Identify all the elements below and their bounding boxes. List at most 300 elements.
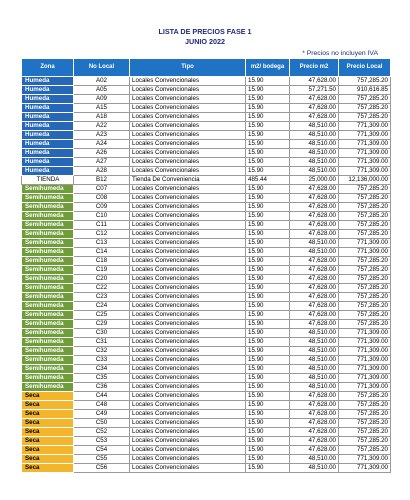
price-local-cell: 771,309.00 [339,167,391,176]
price-per-m2-cell: 47,628.00 [290,293,339,302]
price-per-m2-cell: 48,510.00 [290,356,339,365]
table-row [22,248,391,257]
price-local-cell: 12,136,000.00 [339,176,391,185]
iva-note: * Precios no incluyen IVA [302,50,378,57]
local-number-cell: C22 [74,284,130,293]
price-local-cell: 757,285.20 [339,113,391,122]
tipo-cell: Locales Convencionales [130,311,246,320]
price-per-m2-cell: 48,510.00 [290,131,339,140]
local-number-cell: C11 [74,221,130,230]
document-subtitle: JUNIO 2022 [185,37,225,46]
m2-cell: 15.90 [246,86,290,95]
tipo-cell: Locales Convencionales [130,248,246,257]
table-row [22,410,391,419]
tipo-cell: Locales Convencionales [130,284,246,293]
local-number-cell: C30 [74,329,130,338]
zona-cell: Seca [22,455,74,464]
tipo-cell: Locales Convencionales [130,203,246,212]
price-local-cell: 771,309.00 [339,131,391,140]
table-row [22,86,391,95]
price-per-m2-cell: 47,628.00 [290,203,339,212]
price-local-cell: 771,309.00 [339,455,391,464]
zona-cell: Humeda [22,140,74,149]
m2-cell: 15.90 [246,275,290,284]
price-per-m2-cell: 48,510.00 [290,365,339,374]
price-local-cell: 771,309.00 [339,356,391,365]
table-row [22,329,391,338]
price-local-cell: 757,285.20 [339,284,391,293]
local-number-cell: C56 [74,464,130,473]
zona-cell: Seca [22,446,74,455]
price-per-m2-cell: 47,628.00 [290,419,339,428]
table-row [22,212,391,221]
table-row [22,455,391,464]
price-per-m2-cell: 48,510.00 [290,347,339,356]
tipo-cell: Locales Convencionales [130,212,246,221]
zona-cell: Humeda [22,113,74,122]
price-per-m2-cell: 47,628.00 [290,401,339,410]
table-row [22,401,391,410]
local-number-cell: A28 [74,167,130,176]
m2-cell: 15.90 [246,329,290,338]
m2-cell: 15.90 [246,104,290,113]
table-row [22,131,391,140]
price-local-cell: 757,285.20 [339,293,391,302]
price-local-cell: 757,285.20 [339,104,391,113]
document-title: LISTA DE PRECIOS FASE 1 [158,27,252,36]
zona-cell: Seca [22,410,74,419]
price-per-m2-cell: 47,628.00 [290,428,339,437]
price-per-m2-cell: 47,628.00 [290,266,339,275]
zona-cell: Semihumeda [22,275,74,284]
tipo-cell: Locales Convencionales [130,347,246,356]
local-number-cell: A05 [74,86,130,95]
local-number-cell: B12 [74,176,130,185]
zona-cell: Semihumeda [22,212,74,221]
tipo-cell: Locales Convencionales [130,356,246,365]
table-row [22,194,391,203]
zona-cell: Semihumeda [22,284,74,293]
price-per-m2-cell: 47,628.00 [290,437,339,446]
tipo-cell: Locales Convencionales [130,95,246,104]
price-local-cell: 757,285.20 [339,77,391,86]
price-per-m2-cell: 48,510.00 [290,239,339,248]
table-row [22,419,391,428]
m2-cell: 15.90 [246,284,290,293]
price-per-m2-cell: 47,628.00 [290,275,339,284]
tipo-cell: Locales Convencionales [130,158,246,167]
zona-cell: Semihumeda [22,311,74,320]
price-local-cell: 771,309.00 [339,158,391,167]
m2-cell: 15.90 [246,194,290,203]
zona-cell: Seca [22,419,74,428]
table-row [22,230,391,239]
zona-cell: Humeda [22,77,74,86]
tipo-cell: Locales Convencionales [130,194,246,203]
table-row [22,437,391,446]
price-local-cell: 771,309.00 [339,365,391,374]
zona-cell: Semihumeda [22,329,74,338]
local-number-cell: A27 [74,158,130,167]
column-header-precio-m2: Precio m2 [290,59,339,77]
price-per-m2-cell: 48,510.00 [290,455,339,464]
tipo-cell: Locales Convencionales [130,86,246,95]
tipo-cell: Locales Convencionales [130,428,246,437]
m2-cell: 15.90 [246,131,290,140]
tipo-cell: Locales Convencionales [130,113,246,122]
m2-cell: 15.90 [246,212,290,221]
local-number-cell: C52 [74,428,130,437]
price-local-cell: 757,285.20 [339,95,391,104]
local-number-cell: C14 [74,248,130,257]
zona-cell: Semihumeda [22,365,74,374]
price-per-m2-cell: 48,510.00 [290,464,339,473]
price-local-cell: 757,285.20 [339,410,391,419]
local-number-cell: C36 [74,383,130,392]
price-per-m2-cell: 47,628.00 [290,221,339,230]
tipo-cell: Locales Convencionales [130,383,246,392]
local-number-cell: C49 [74,410,130,419]
zona-cell: Humeda [22,104,74,113]
price-per-m2-cell: 47,628.00 [290,446,339,455]
table-row [22,365,391,374]
zona-cell: Seca [22,401,74,410]
local-number-cell: C33 [74,356,130,365]
m2-cell: 15.90 [246,185,290,194]
price-per-m2-cell: 48,510.00 [290,167,339,176]
local-number-cell: A02 [74,77,130,86]
price-per-m2-cell: 47,628.00 [290,95,339,104]
local-number-cell: C53 [74,437,130,446]
m2-cell: 15.90 [246,113,290,122]
zona-cell: Semihumeda [22,338,74,347]
m2-cell: 15.90 [246,203,290,212]
price-local-cell: 757,285.20 [339,437,391,446]
price-local-cell: 771,309.00 [339,329,391,338]
table-row [22,446,391,455]
tipo-cell: Locales Convencionales [130,302,246,311]
tipo-cell: Locales Convencionales [130,266,246,275]
m2-cell: 15.90 [246,365,290,374]
m2-cell: 15.90 [246,464,290,473]
zona-cell: Humeda [22,149,74,158]
m2-cell: 15.90 [246,122,290,131]
zona-cell: Humeda [22,86,74,95]
price-per-m2-cell: 48,510.00 [290,383,339,392]
tipo-cell: Locales Convencionales [130,122,246,131]
local-number-cell: C09 [74,203,130,212]
price-local-cell: 757,285.20 [339,401,391,410]
m2-cell: 15.90 [246,419,290,428]
local-number-cell: A26 [74,149,130,158]
local-number-cell: C55 [74,455,130,464]
price-local-cell: 757,285.20 [339,320,391,329]
tipo-cell: Locales Convencionales [130,464,246,473]
price-per-m2-cell: 47,628.00 [290,185,339,194]
tipo-cell: Locales Convencionales [130,185,246,194]
local-number-cell: C10 [74,212,130,221]
tipo-cell: Locales Convencionales [130,149,246,158]
m2-cell: 15.90 [246,167,290,176]
zona-cell: Semihumeda [22,257,74,266]
price-per-m2-cell: 48,510.00 [290,149,339,158]
m2-cell: 15.90 [246,149,290,158]
m2-cell: 15.90 [246,248,290,257]
tipo-cell: Locales Convencionales [130,104,246,113]
m2-cell: 15.90 [246,266,290,275]
zona-cell: Seca [22,428,74,437]
price-local-cell: 757,285.20 [339,311,391,320]
local-number-cell: C48 [74,401,130,410]
table-row [22,167,391,176]
zona-cell: Seca [22,437,74,446]
m2-cell: 15.90 [246,446,290,455]
tipo-cell: Locales Convencionales [130,140,246,149]
local-number-cell: C35 [74,374,130,383]
zona-cell: Semihumeda [22,293,74,302]
local-number-cell: C07 [74,185,130,194]
m2-cell: 15.90 [246,401,290,410]
price-local-cell: 757,285.20 [339,446,391,455]
zona-cell: Humeda [22,158,74,167]
tipo-cell: Locales Convencionales [130,401,246,410]
price-local-cell: 771,309.00 [339,464,391,473]
table-row [22,158,391,167]
price-local-cell: 910,616.85 [339,86,391,95]
tipo-cell: Tienda De Conveniencia [130,176,246,185]
tipo-cell: Locales Convencionales [130,410,246,419]
column-header-zona: Zona [22,59,74,77]
m2-cell: 15.90 [246,410,290,419]
price-per-m2-cell: 47,628.00 [290,77,339,86]
zona-cell: Semihumeda [22,230,74,239]
price-per-m2-cell: 47,628.00 [290,230,339,239]
price-local-cell: 757,285.20 [339,203,391,212]
price-per-m2-cell: 47,628.00 [290,410,339,419]
table-row [22,140,391,149]
m2-cell: 15.90 [246,338,290,347]
zona-cell: Semihumeda [22,248,74,257]
price-local-cell: 771,309.00 [339,140,391,149]
tipo-cell: Locales Convencionales [130,131,246,140]
m2-cell: 15.90 [246,158,290,167]
local-number-cell: A18 [74,113,130,122]
local-number-cell: C12 [74,230,130,239]
price-per-m2-cell: 48,510.00 [290,158,339,167]
zona-cell: Seca [22,464,74,473]
zona-cell: Semihumeda [22,203,74,212]
m2-cell: 15.90 [246,302,290,311]
price-per-m2-cell: 47,628.00 [290,104,339,113]
table-row [22,104,391,113]
m2-cell: 15.90 [246,221,290,230]
local-number-cell: C20 [74,275,130,284]
price-per-m2-cell: 47,628.00 [290,311,339,320]
local-number-cell: C34 [74,365,130,374]
price-per-m2-cell: 48,510.00 [290,140,339,149]
local-number-cell: C31 [74,338,130,347]
m2-cell: 15.90 [246,257,290,266]
price-local-cell: 771,309.00 [339,338,391,347]
m2-cell: 15.90 [246,347,290,356]
price-per-m2-cell: 47,628.00 [290,113,339,122]
m2-cell: 15.90 [246,455,290,464]
price-per-m2-cell: 48,510.00 [290,248,339,257]
zona-cell: Semihumeda [22,221,74,230]
price-local-cell: 771,309.00 [339,239,391,248]
zona-cell: Semihumeda [22,374,74,383]
local-number-cell: C19 [74,266,130,275]
m2-cell: 15.90 [246,428,290,437]
price-local-cell: 757,285.20 [339,266,391,275]
local-number-cell: A22 [74,122,130,131]
local-number-cell: C50 [74,419,130,428]
tipo-cell: Locales Convencionales [130,446,246,455]
local-number-cell: C25 [74,311,130,320]
table-row [22,284,391,293]
price-local-cell: 757,285.20 [339,257,391,266]
price-local-cell: 757,285.20 [339,419,391,428]
tipo-cell: Locales Convencionales [130,167,246,176]
table-row [22,293,391,302]
table-row [22,374,391,383]
local-number-cell: A15 [74,104,130,113]
m2-cell: 15.90 [246,383,290,392]
price-local-cell: 757,285.20 [339,221,391,230]
price-per-m2-cell: 48,510.00 [290,374,339,383]
local-number-cell: C23 [74,293,130,302]
tipo-cell: Locales Convencionales [130,437,246,446]
zona-cell: TIENDA [22,176,74,185]
table-row [22,239,391,248]
column-header-no-local: No Local [74,59,130,77]
local-number-cell: C54 [74,446,130,455]
m2-cell: 15.90 [246,374,290,383]
tipo-cell: Locales Convencionales [130,338,246,347]
table-row [22,356,391,365]
local-number-cell: C24 [74,302,130,311]
price-local-cell: 771,309.00 [339,374,391,383]
m2-cell: 15.90 [246,320,290,329]
zona-cell: Semihumeda [22,356,74,365]
local-number-cell: C13 [74,239,130,248]
table-row [22,221,391,230]
local-number-cell: C32 [74,347,130,356]
price-local-cell: 771,309.00 [339,248,391,257]
price-per-m2-cell: 47,628.00 [290,302,339,311]
price-local-cell: 757,285.20 [339,230,391,239]
price-local-cell: 757,285.20 [339,194,391,203]
price-local-cell: 757,285.20 [339,302,391,311]
table-body [22,77,391,473]
local-number-cell: A23 [74,131,130,140]
price-per-m2-cell: 57,271.50 [290,86,339,95]
zona-cell: Humeda [22,95,74,104]
table-row [22,257,391,266]
table-row [22,122,391,131]
zona-cell: Semihumeda [22,239,74,248]
m2-cell: 15.90 [246,392,290,401]
zona-cell: Semihumeda [22,320,74,329]
zona-cell: Semihumeda [22,383,74,392]
tipo-cell: Locales Convencionales [130,221,246,230]
zona-cell: Semihumeda [22,347,74,356]
price-per-m2-cell: 48,510.00 [290,338,339,347]
local-number-cell: C44 [74,392,130,401]
table-row [22,275,391,284]
local-number-cell: C08 [74,194,130,203]
table-row [22,95,391,104]
table-row [22,77,391,86]
tipo-cell: Locales Convencionales [130,419,246,428]
tipo-cell: Locales Convencionales [130,275,246,284]
tipo-cell: Locales Convencionales [130,230,246,239]
price-local-cell: 771,309.00 [339,149,391,158]
table-row [22,464,391,473]
zona-cell: Humeda [22,131,74,140]
price-per-m2-cell: 47,628.00 [290,194,339,203]
table-row [22,392,391,401]
price-local-cell: 757,285.20 [339,275,391,284]
table-row [22,338,391,347]
m2-cell: 15.90 [246,356,290,365]
table-row [22,383,391,392]
m2-cell: 15.90 [246,95,290,104]
table-row [22,113,391,122]
table-row [22,266,391,275]
price-table [21,58,391,473]
local-number-cell: A09 [74,95,130,104]
zona-cell: Humeda [22,122,74,131]
price-local-cell: 771,309.00 [339,383,391,392]
m2-cell: 15.90 [246,293,290,302]
m2-cell: 15.90 [246,437,290,446]
m2-cell: 15.90 [246,311,290,320]
table-row [22,185,391,194]
table-row [22,311,391,320]
price-per-m2-cell: 47,628.00 [290,257,339,266]
tipo-cell: Locales Convencionales [130,365,246,374]
table-row [22,176,391,185]
price-local-cell: 757,285.20 [339,392,391,401]
table-row [22,320,391,329]
price-per-m2-cell: 48,510.00 [290,122,339,131]
local-number-cell: C18 [74,257,130,266]
table-row [22,203,391,212]
price-local-cell: 757,285.20 [339,212,391,221]
m2-cell: 485.44 [246,176,290,185]
price-per-m2-cell: 47,628.00 [290,284,339,293]
tipo-cell: Locales Convencionales [130,329,246,338]
tipo-cell: Locales Convencionales [130,293,246,302]
tipo-cell: Locales Convencionales [130,77,246,86]
column-header-m2: m2/ bodega [246,59,290,77]
price-per-m2-cell: 48,510.00 [290,329,339,338]
table-row [22,302,391,311]
price-per-m2-cell: 47,628.00 [290,212,339,221]
price-per-m2-cell: 47,628.00 [290,392,339,401]
tipo-cell: Locales Convencionales [130,455,246,464]
zona-cell: Semihumeda [22,194,74,203]
zona-cell: Seca [22,392,74,401]
column-header-precio-local: Precio Local [339,59,391,77]
zona-cell: Humeda [22,167,74,176]
tipo-cell: Locales Convencionales [130,374,246,383]
table-row [22,149,391,158]
tipo-cell: Locales Convencionales [130,239,246,248]
tipo-cell: Locales Convencionales [130,257,246,266]
price-per-m2-cell: 25,000.00 [290,176,339,185]
